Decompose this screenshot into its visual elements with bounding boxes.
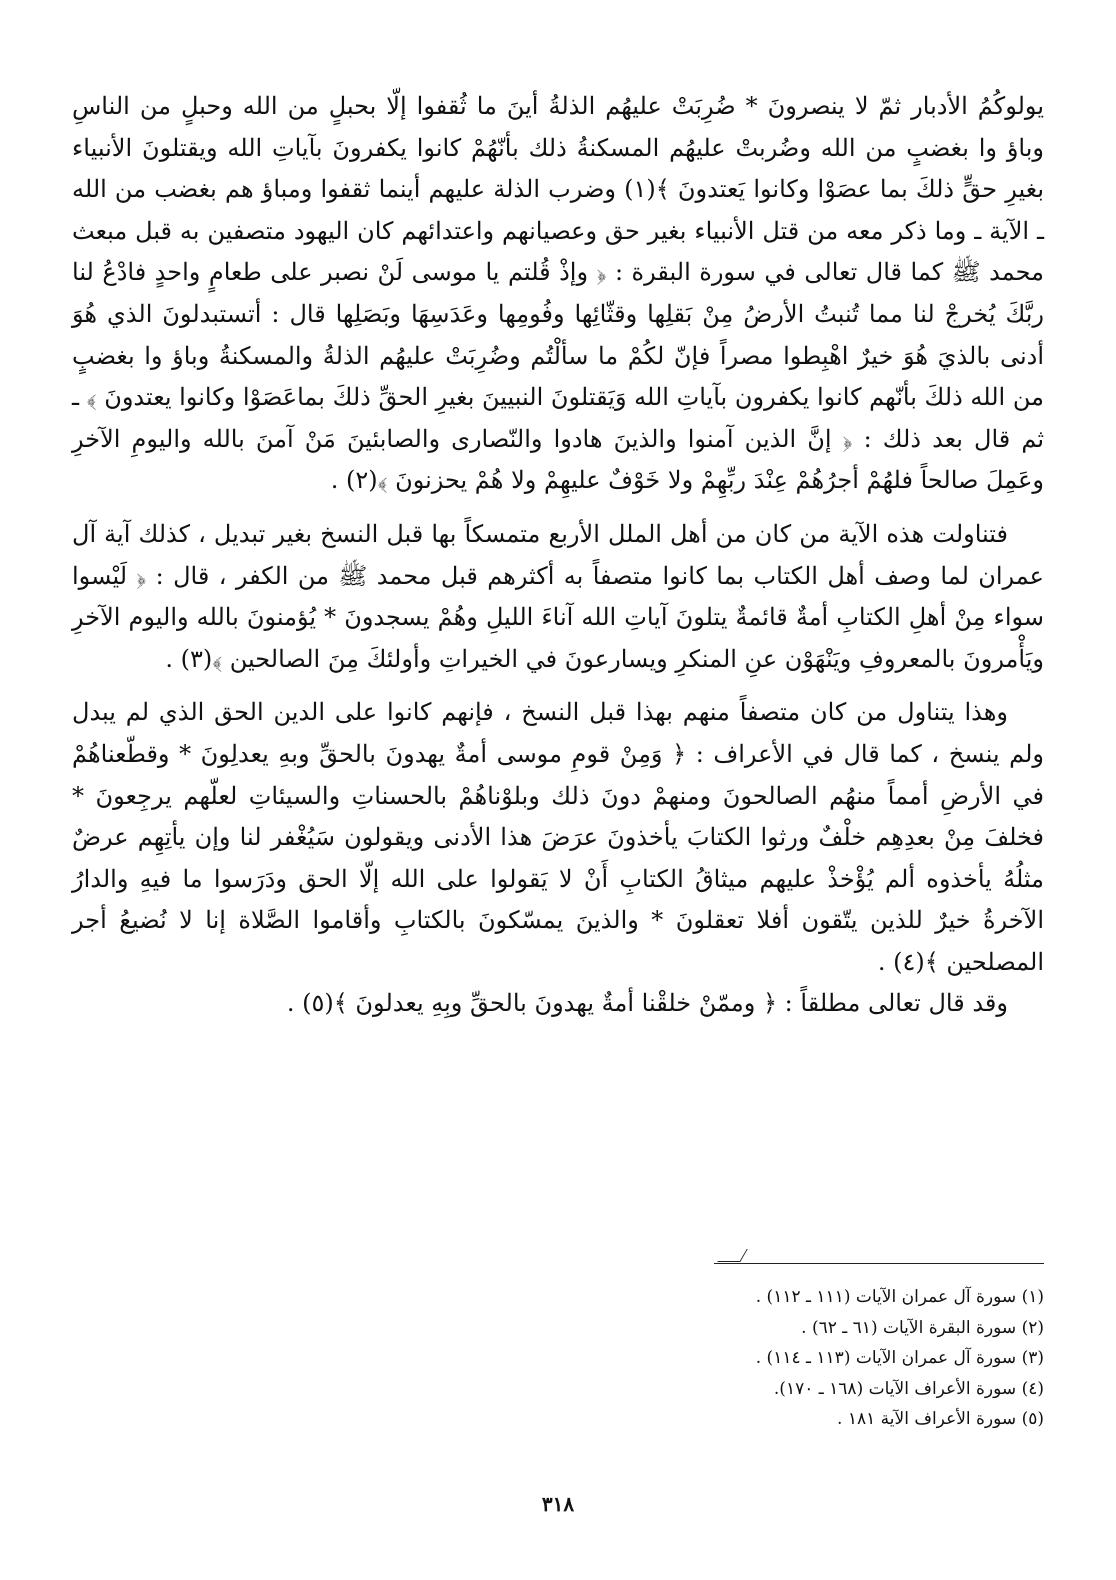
footnote-divider <box>714 1263 1044 1264</box>
footnote-item: (٢) سورة البقرة الآيات (٦١ ـ ٦٢) . <box>801 1317 1044 1338</box>
footnote-item: (٤) سورة الأعراف الآيات (١٦٨ ـ ١٧٠). <box>773 1378 1044 1399</box>
footnote-item: (١) سورة آل عمران الآيات (١١١ ـ ١١٢) . <box>755 1287 1044 1307</box>
footnote-item: (٣) سورة آل عمران الآيات (١١٣ ـ ١١٤) . <box>755 1348 1044 1368</box>
page-number: ٣١٨ <box>541 1492 575 1516</box>
main-text <box>72 86 1044 1025</box>
paragraph-4: وقد قال تعالى مطلقاً : ﴿ وممّنْ خلقْنا أمةٌ يهدونَ بالحقِّ وبِهِ يعدلونَ ﴾(٥) . <box>286 989 1008 1018</box>
divider-mark <box>717 1249 748 1262</box>
footnote-item: (٥) سورة الأعراف الآية ١٨١ . <box>837 1409 1044 1429</box>
paragraph-1: يولوكُمُ الأدبار ثمّ لا ينصرونَ * ضُرِبَتْ عليهُم الذلةُ أينَ ما ثُقفوا إلّا بحبلٍ من الله وحبلٍ من الناسِ وباؤ وا بغضبٍ من الله وضُربتْ عليهُم المسكنةُ ذلك بأنّهُمْ كانوا يكفرونَ بآياتِ الله ويقتلونَ الأنبياء بغيرِ حقٍّ ذلكَ بما عصَوْا وكانوا يَعتدونَ ﴾(١) وضرب الذلة عليهم أينما ثقفوا ومباؤ هم بغضب من الله ـ الآية ـ وما ذكر معه من قتل الأنبياء بغير حق وعصيانهم واعتدائهم كان اليهود متصفين به قبل مبعث محمد ﷺ كما قال تعالى في سورة البقرة : ﴿ وإذْ قُلتم يا موسى لَنْ نصبر على طعامٍ واحدٍ فادْعُ لنا ربَّكَ يُخرجْ لنا مما تُنبتُ الأرضُ مِنْ بَقلِها وقثّائِها وفُومِها وعَدَسِهَا وبَصَلِها قال : أتستبدلونَ الذي هُوَ أدنى بالذيَ هُوَ خيرٌ اهْبِطوا مصراً فإنّ لكُمْ ما سألْتُم وضُرِبَتْ عليهُم الذلةُ والمسكنةُ وباؤ وا بغضبٍ من الله ذلكَ بأنّهم كانوا يكفرون بآياتِ الله وَيَقتلونَ النبيينَ بغيرِ الحقِّ ذلكَ بماعَصَوْا وكانوا يعتدونَ ﴾ ـ ثم قال بعد ذلك : ﴿ إنَّ الذين آمنوا والذينَ هادوا والنّصارى والصابئينَ مَنْ آمنَ بالله واليومِ الآخرِ وعَمِلَ صالحاً فلهُمْ أجرُهُمْ عِنْدَ ربِّهِمْ ولا خَوْفٌ عليهِمْ ولا هُمْ يحزنونَ ﴾(٢) . <box>72 92 1044 495</box>
footnotes <box>444 1282 1044 1435</box>
paragraph-2: فتناولت هذه الآية من كان من أهل الملل الأربع متمسكاً بها قبل النسخ بغير تبديل ، كذلك آية آل عمران لما وصف أهل الكتاب بما كانوا متصفاً به أكثرهم قبل محمد ﷺ من الكفر ، قال : ﴿ لَيْسوا سواء مِنْ أهلِ الكتابِ أمةٌ قائمةٌ يتلونَ آياتِ الله آناءَ الليلِ وهُمْ يسجدونَ * يُؤمنونَ بالله واليوم الآخرِ ويَأْمرونَ بالمعروفِ ويَنْهَوْن عنِ المنكرِ ويسارعونَ في الخيراتِ وأولئكَ مِنَ الصالحين ﴾(٣) . <box>72 519 1044 673</box>
paragraph-3: وهذا يتناول من كان متصفاً منهم بهذا قبل النسخ ، فإنهم كانوا على الدين الحق الذي لم يبدل ولم ينسخ ، كما قال في الأعراف : ﴿ وَمِنْ قومِ موسى أمةٌ يهدونَ بالحقِّ وبهِ يعدلِونَ * وقطّعناهُمْ في الأرضِ أمماً منهُم الصالحونَ ومنهمْ دونَ ذلك وبلوْناهُمْ بالحسناتِ والسيئاتِ لعلّهم يرجِعونَ * فخلفَ مِنْ بعدِهِم خلْفٌ ورثوا الكتابَ يأخذونَ عرَضَ هذا الأدنى ويقولون سَيُغْفر لنا وإن يأتِهِم عرضٌ مثلُهُ يأخذوه ألم يُؤْخذْ عليهم ميثاقُ الكتابِ أَنْ لا يَقولوا على الله إلّا الحق ودَرَسوا ما فيهِ والدارُ الآخرةُ خيرٌ للذين يتّقون أفلا تعقلونَ * والذينَ يمسّكونَ بالكتابِ وأقاموا الصَّلاة إنا لا نُضيعُ أجر المصلحين ﴾(٤) . <box>72 698 1044 976</box>
book-page <box>72 86 1044 1546</box>
